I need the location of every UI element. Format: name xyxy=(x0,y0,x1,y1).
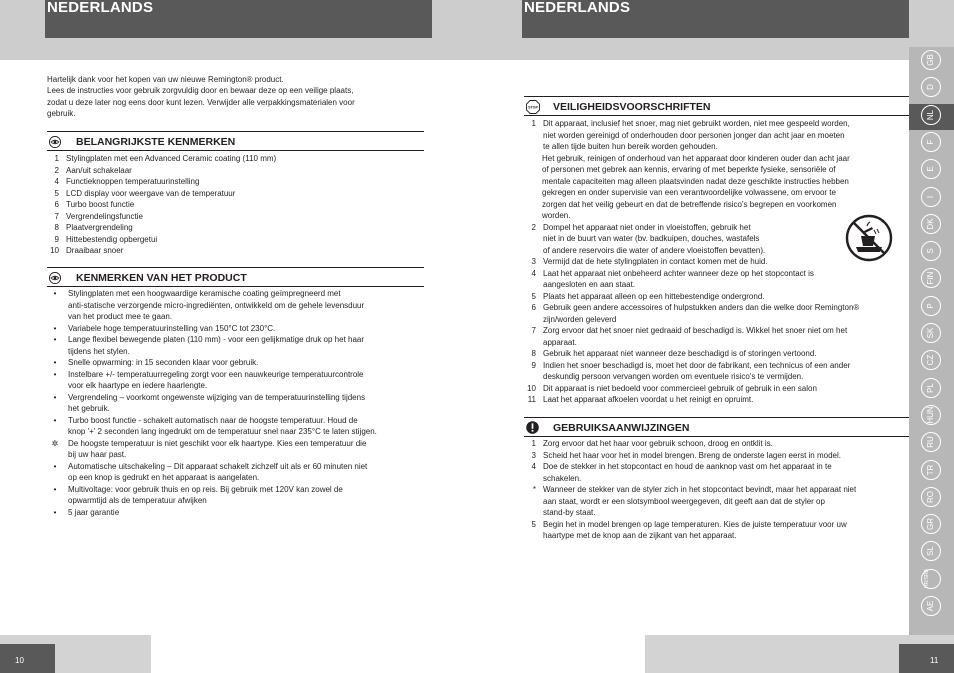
item-marker: • xyxy=(53,415,57,425)
item-line: Zorg ervoor dat het snoer niet gedraaid of beschadigd is. Wikkel het snoer niet om het xyxy=(543,326,848,335)
item-line: haartype met de knop aan de zijkant van het apparaat. xyxy=(543,531,737,540)
safety-heading xyxy=(524,96,909,116)
key-features-heading xyxy=(47,131,424,151)
item-line: Vergrendeling – voorkomt ongewenste wijziging van de temperatuurinstelling tijdens xyxy=(68,392,366,402)
feature-item xyxy=(45,245,425,257)
item-line: tijdens het stylen. xyxy=(68,346,130,356)
item-line: Scheid het haar voor het in model brengen. Breng de onderste lagen eerst in model. xyxy=(543,450,841,460)
language-tab[interactable]: GB xyxy=(921,50,941,70)
item-marker: • xyxy=(53,323,57,333)
item-marker: * xyxy=(532,485,536,494)
item-line: aangesloten en aan staat. xyxy=(543,280,636,289)
list-item xyxy=(522,291,909,303)
item-number: 6 xyxy=(54,200,59,209)
feature-item xyxy=(45,234,425,246)
item-line: aan staat, wordt er een slotsymbool weergegeven, dit geeft aan dat de styler op xyxy=(543,496,825,506)
item-marker: 7 xyxy=(531,326,536,335)
item-line: Dit apparaat, inclusief het snoer, mag niet gebruikt worden, niet mee gespeeld worden, xyxy=(543,119,850,128)
list-item xyxy=(47,461,432,484)
language-tab[interactable]: DK xyxy=(921,214,941,234)
item-text: Vergrendelingsfunctie xyxy=(66,211,143,221)
item-line: bij uw haar past. xyxy=(68,450,127,459)
list-item xyxy=(522,360,909,383)
item-marker: 11 xyxy=(527,395,536,404)
item-line: Automatische uitschakeling – Dit apparaat schakelt zichzelf uit als er 60 minuten niet xyxy=(68,461,368,471)
item-marker: • xyxy=(53,507,57,517)
item-line: worden. xyxy=(542,211,571,220)
language-tab[interactable]: P xyxy=(921,296,941,316)
list-item xyxy=(522,450,909,462)
item-number: 5 xyxy=(54,188,59,198)
list-item xyxy=(522,383,909,395)
instructions-heading xyxy=(524,417,909,437)
page-title-right: NEDERLANDS xyxy=(524,0,631,16)
language-tab[interactable]: SK xyxy=(921,323,941,343)
item-line: niet in de buurt van water (bv. badkuipen, douches, wastafels xyxy=(543,234,760,243)
item-line: zijn/worden geleverd xyxy=(543,314,617,324)
item-line: Indien het snoer beschadigd is, moet het door de fabrikant, een technicus of een ander xyxy=(543,360,851,370)
item-line: stand-by staat. xyxy=(543,508,596,517)
item-line: Dit apparaat is niet bedoeld voor commercieel gebruik of gebruik in een salon xyxy=(543,383,817,393)
item-text: Plaatvergrendeling xyxy=(66,223,133,232)
language-tab[interactable]: SL xyxy=(921,541,941,561)
language-tab[interactable]: AE xyxy=(921,596,941,616)
item-line: van het product mee te gaan. xyxy=(68,312,173,321)
item-number: 9 xyxy=(54,234,59,244)
item-marker: 8 xyxy=(531,349,536,358)
item-number: 4 xyxy=(54,177,59,186)
item-line: Turbo boost functie - schakelt automatisch naar de hoogste temperatuur. Houd de xyxy=(68,415,358,425)
item-line: Laat het apparaat niet onbeheerd achter wanneer deze op het stopcontact is xyxy=(543,268,814,278)
product-features-title: KENMERKEN VAN HET PRODUCT xyxy=(76,272,247,284)
item-marker: 2 xyxy=(531,222,536,232)
feature-item xyxy=(45,165,425,177)
item-text: Draaibaar snoer xyxy=(66,246,124,255)
item-line: Laat het apparaat afkoelen voordat u het reinigt en opruimt. xyxy=(543,395,754,404)
item-marker: • xyxy=(53,335,57,344)
page-title-left: NEDERLANDS xyxy=(47,0,154,16)
item-line: De hoogste temperatuur is niet geschikt voor elk haartype. Kies een temperatuur die xyxy=(68,438,367,448)
instructions-title: GEBRUIKSAANWIJZINGEN xyxy=(553,422,690,434)
key-features-list xyxy=(45,153,425,257)
item-number: 2 xyxy=(54,165,59,175)
item-line: mentale capaciteiten mag alleen plaatsvinden nadat deze geschikte instructies hebben xyxy=(542,176,849,186)
list-item xyxy=(47,415,432,438)
list-item xyxy=(522,461,909,484)
item-line: Doe de stekker in het stopcontact en houd de aanknop vast om het apparaat in te xyxy=(543,462,832,471)
intro-line: Lees de instructies voor gebruik zorgvuldig door en bewaar deze op een veilige plaats, xyxy=(47,86,354,96)
list-item xyxy=(522,519,909,542)
item-marker: 9 xyxy=(531,360,536,370)
product-features-heading xyxy=(47,267,424,287)
product-features-list xyxy=(47,288,432,518)
title-bar-left xyxy=(45,0,432,38)
item-line: het gebruik. xyxy=(68,404,110,413)
page-number-right: 11 xyxy=(899,644,954,673)
item-line: schakelen. xyxy=(543,473,582,483)
item-line: Instelbare +/- temperatuurregeling zorgt voor een nauwkeurige temperatuurcontrole xyxy=(68,369,364,379)
item-marker: 3 xyxy=(531,257,536,266)
list-item xyxy=(47,392,432,415)
intro-line: Hartelijk dank voor het kopen van uw nieuwe Remington® product. xyxy=(47,75,284,84)
item-line: Gebruik geen andere accessoires of hulpstukken anders dan die welke door Remington® xyxy=(543,303,860,312)
item-number: 8 xyxy=(54,223,59,232)
item-line: Gebruik het apparaat niet wanneer deze beschadigd is of storingen vertoond. xyxy=(543,349,817,358)
item-marker: • xyxy=(53,369,57,379)
item-line: Vermijd dat de hete stylingplaten in contact komen met de huid. xyxy=(543,257,768,266)
item-line: Plaats het apparaat alleen op een hittebestendige ondergrond. xyxy=(543,291,765,301)
feature-item xyxy=(45,188,425,200)
item-marker: • xyxy=(53,358,57,367)
item-line: anti-statische verzorgende micro-ingrediënten, ontwikkeld om de gehele levensduur xyxy=(68,300,365,310)
item-line: of andere reservoirs die water of andere vloeistoffen bevatten). xyxy=(543,245,766,255)
item-line: gekregen en onder supervisie van een verantwoordelijke volwassene, om ervoor te xyxy=(542,188,836,197)
list-item xyxy=(47,323,432,335)
language-tab[interactable]: RU xyxy=(921,432,941,452)
list-item xyxy=(522,302,909,325)
item-text: Functieknoppen temperatuurinstelling xyxy=(66,177,200,186)
language-tab[interactable]: FIN xyxy=(921,268,941,288)
feature-item xyxy=(45,176,425,188)
list-item xyxy=(47,507,432,519)
title-bar-right xyxy=(522,0,909,38)
exclamation-icon xyxy=(526,421,539,434)
item-line: Multivoltage: voor gebruik thuis en op reis. Bij gebruik met 120V kan zowel de xyxy=(68,484,343,494)
item-marker: 4 xyxy=(531,462,536,471)
list-item xyxy=(522,325,909,348)
footer-left xyxy=(0,635,151,673)
item-number: 7 xyxy=(54,211,59,221)
list-item xyxy=(47,357,432,369)
stop-sign-icon xyxy=(526,100,540,114)
list-item xyxy=(522,484,909,519)
language-tab[interactable]: D xyxy=(921,77,941,97)
language-tab[interactable]: RO xyxy=(921,487,941,507)
instructions-list xyxy=(522,438,909,542)
item-line: voor elk haartype en iedere haarlengte. xyxy=(68,381,208,390)
key-features-title: BELANGRIJKSTE KENMERKEN xyxy=(76,136,236,148)
item-line: zorgen dat het veilig gebeurt en dat de betreffende risico's begrepen en voorkomen xyxy=(542,199,837,209)
language-tab[interactable]: S xyxy=(921,241,941,261)
item-line: Lange flexibel bewegende platen (110 mm) - voor een gelijkmatige druk op het haar xyxy=(68,335,365,344)
language-tab[interactable]: CZ xyxy=(921,350,941,370)
page-number-left: 10 xyxy=(0,644,55,673)
item-line: Snelle opwarming: in 15 seconden klaar voor gebruik. xyxy=(68,358,259,367)
language-tab[interactable]: HUN xyxy=(921,405,941,425)
item-line: op een knop is gedrukt en het apparaat is aangelaten. xyxy=(68,473,260,482)
language-tab[interactable]: PL xyxy=(921,378,941,398)
language-tab[interactable]: HR/SRB xyxy=(921,569,941,589)
feature-item xyxy=(45,199,425,211)
item-number: 10 xyxy=(50,246,59,255)
item-marker: 5 xyxy=(531,519,536,529)
no-water-warning-icon xyxy=(845,214,893,262)
list-item xyxy=(47,334,432,357)
feature-item xyxy=(45,222,425,234)
item-line: 5 jaar garantie xyxy=(68,507,120,517)
item-marker: • xyxy=(53,461,57,471)
item-marker: 1 xyxy=(531,439,536,448)
safety-title: VEILIGHEIDSVOORSCHRIFTEN xyxy=(553,101,711,113)
item-line: opwarmtijd als de temperatuur afwijken xyxy=(68,496,207,505)
item-line: Wanneer de stekker van de styler zich in het stopcontact bevindt, maar het apparaat niet xyxy=(543,485,857,494)
item-line: apparaat. xyxy=(543,337,577,347)
item-marker: • xyxy=(53,289,57,298)
item-number: 1 xyxy=(54,154,59,163)
item-line: Stylingplaten met een hoogwaardige keramische coating geïmpregneerd met xyxy=(68,289,341,298)
list-item xyxy=(47,288,432,323)
list-item xyxy=(522,268,909,291)
item-line: niet worden gereinigd of onderhouden door personen jonger dan acht jaar en moeten xyxy=(543,130,845,140)
eye-icon xyxy=(49,272,61,284)
list-item xyxy=(47,438,432,461)
list-item xyxy=(47,369,432,392)
language-tab[interactable]: E xyxy=(921,159,941,179)
item-text: Turbo boost functie xyxy=(66,200,135,209)
item-marker: 4 xyxy=(531,268,536,278)
language-tab[interactable]: GR xyxy=(921,514,941,534)
item-text: Stylingplaten met een Advanced Ceramic coating (110 mm) xyxy=(66,154,277,163)
item-marker: • xyxy=(53,484,57,494)
language-tab[interactable]: NL xyxy=(921,105,941,125)
item-text: Aan/uit schakelaar xyxy=(66,165,132,175)
list-item xyxy=(522,394,909,406)
item-marker: 3 xyxy=(531,450,536,460)
item-line: knop '+' 2 seconden lang ingedrukt om de temperatuur snel naar 235°C te laten stijgen. xyxy=(68,427,377,436)
item-line: te allen tijde buiten hun bereik worden gehouden. xyxy=(543,142,718,151)
item-text: LCD display voor weergave van de temperatuur xyxy=(66,188,236,198)
language-tab[interactable]: F xyxy=(921,132,941,152)
list-item xyxy=(522,153,909,222)
item-line: deskundig persoon vervangen worden om eventuele risico's te vermijden. xyxy=(543,372,804,381)
intro-line: gebruik. xyxy=(47,108,76,118)
intro-line: zodat u deze later nog eens door kunt lezen. Verwijder alle verpakkingsmaterialen voor xyxy=(47,97,355,107)
item-line: Zorg ervoor dat het haar voor gebruik schoon, droog en ontklit is. xyxy=(543,439,773,448)
item-text: Hittebestendig opbergetui xyxy=(66,234,158,244)
item-marker: 10 xyxy=(527,383,536,393)
eye-icon xyxy=(49,136,61,148)
list-item xyxy=(47,484,432,507)
list-item xyxy=(522,348,909,360)
feature-item xyxy=(45,153,425,165)
footer-right xyxy=(645,635,954,673)
item-line: Begin het in model brengen op lage temperaturen. Kies de juiste temperatuur voor uw xyxy=(543,519,847,529)
item-marker: 6 xyxy=(531,303,536,312)
list-item xyxy=(522,438,909,450)
item-marker: • xyxy=(53,392,57,402)
language-tab[interactable]: I xyxy=(921,187,941,207)
feature-item xyxy=(45,211,425,223)
item-marker: 5 xyxy=(531,291,536,301)
item-line: of personen met gebrek aan kennis, ervaring of met beperkte fysieke, sensoriële of xyxy=(542,165,836,174)
item-marker: ✲ xyxy=(51,438,59,448)
list-item xyxy=(522,118,909,153)
item-line: Dompel het apparaat niet onder in vloeistoffen, gebruik het xyxy=(543,222,751,232)
item-line: Het gebruik, reinigen of onderhoud van het apparaat door kinderen ouder dan acht jaar xyxy=(542,153,850,163)
stop-icon-text: STOP xyxy=(528,105,538,110)
item-line: Variabele hoge temperatuurinstelling van 150°C tot 230°C. xyxy=(68,323,276,333)
item-marker: 1 xyxy=(531,119,536,128)
intro-text xyxy=(47,74,427,119)
language-tab[interactable]: TR xyxy=(921,460,941,480)
